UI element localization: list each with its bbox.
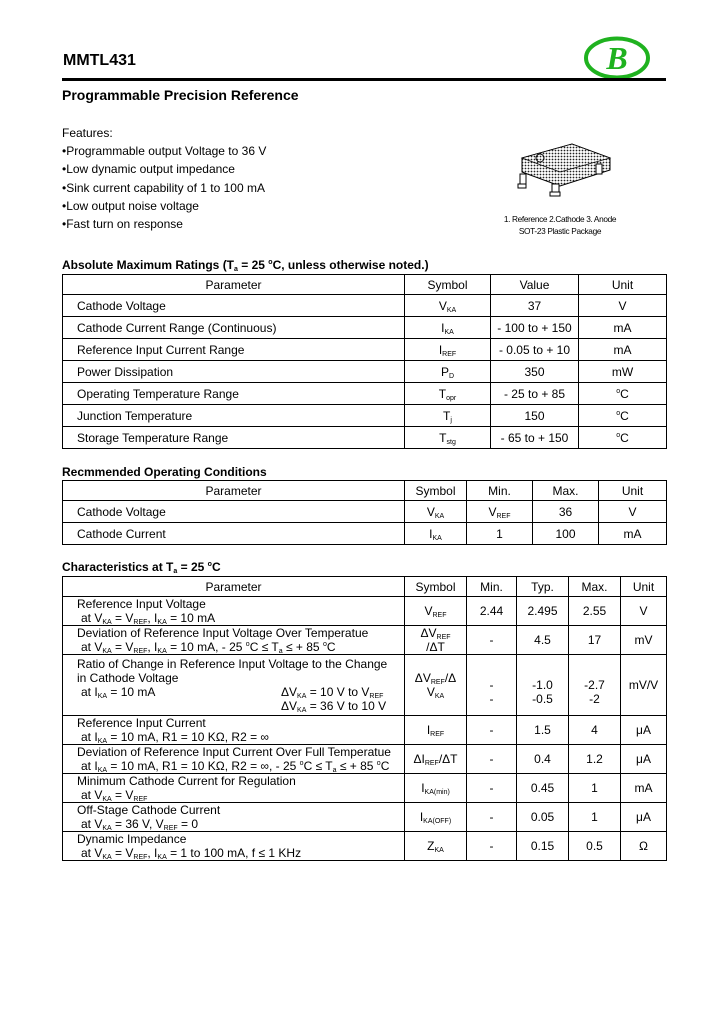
page-title: Programmable Precision Reference [62,87,299,103]
feature-item: • Fast turn on response [62,215,266,233]
abs-max-table [62,274,667,449]
package-caption [470,213,650,237]
table-row: Reference Input Current Range $I_{REF}$ - 0.05 to + 10 mA [63,339,667,361]
table-row: Cathode Voltage $V_{KA}$ 37 V [63,295,667,317]
table-row: Minimum Cathode Current for Regulation at $V_{KA} = V_{REF}$ $I_{KA(min)}$ - 0.45 1 mA [63,774,667,803]
logo-letter: B [606,40,628,76]
table-row: Junction Temperature $T_j$ 150 $^o$C [63,405,667,427]
col-header: Max. [533,481,599,501]
table-row: Ratio of Change in Reference Input Voltage to the Change in Cathode Voltage at $I_{KA} = 10$ mA $\Delta V_{KA} = 10$ V to $V_{REF}$ $\Delta V_{KA} = 36$ V to 10 V $\Delta V_{REF}/\Delta$ $V_{KA}$ - - -1.0 -0.5 -2.7 -2 mV/V [63,655,667,716]
features-list [62,124,266,233]
sot23-package-image [512,140,616,198]
col-header: Min. [467,481,533,501]
abs-max-title: Absolute Maximum Ratings ($T_a = 25$ $^o$C, unless otherwise noted.) [62,258,429,273]
col-header: Min. [467,577,517,597]
table-row: Deviation of Reference Input Current Over Full Temperatue at $I_{KA} = 10$ mA, R1 = 10 KΩ, R2 = ∞, - 25 $^oC \le T_a$ ≤ + 85 $^o$C $\Delta I_{REF}/\Delta T$ - 0.4 1.2 μA [63,745,667,774]
table-row: Cathode Current $I_{KA}$ 1 100 mA [63,523,667,545]
col-header: Typ. [517,577,569,597]
feature-item: • Low output noise voltage [62,197,266,215]
col-header: Parameter [63,481,405,501]
characteristics-table [62,576,667,861]
features-heading: Features: [62,126,113,140]
brand-logo-icon [584,36,650,80]
header-rule [62,78,666,81]
pin-caption: 1. Reference 2.Cathode 3. Anode [503,214,617,224]
col-header: Symbol [405,577,467,597]
table-header-row [63,481,667,501]
col-header: Unit [621,577,667,597]
table-row: Deviation of Reference Input Voltage Over Temperatue at $V_{KA} = V_{REF}$, $I_{KA} = 10$ mA, - 25 $^oC \le T_a$ ≤ + 85 $^o$C $\Delta V_{REF}$ /ΔT - 4.5 17 mV [63,626,667,655]
col-header: Unit [599,481,667,501]
table-row: Reference Input Voltage at $V_{KA} = V_{REF}$, $I_{KA} = 10$ mA $V_{REF}$ 2.44 2.495 2.55 V [63,597,667,626]
col-header: Unit [579,275,667,295]
col-header: Symbol [405,275,491,295]
table-header-row [63,275,667,295]
table-row: Off-Stage Cathode Current at $V_{KA} = 36$ V, $V_{REF} = 0$ $I_{KA(OFF)}$ - 0.05 1 μA [63,803,667,832]
feature-item: • Sink current capability of 1 to 100 mA [62,179,266,197]
table-row: Cathode Voltage $V_{KA}$ $V_{REF}$ 36 V [63,501,667,523]
table-row: Power Dissipation $P_D$ 350 mW [63,361,667,383]
table-header-row [63,577,667,597]
table-row: Operating Temperature Range $T_{opr}$ - 25 to + 85 $^o$C [63,383,667,405]
characteristics-title: Characteristics at $T_a = 25$ $^o$C [62,560,221,575]
table-row: Reference Input Current at $I_{KA} = 10$ mA, R1 = 10 KΩ, R2 = ∞ $I_{REF}$ - 1.5 4 μA [63,716,667,745]
recommended-table [62,480,667,545]
col-header: Symbol [405,481,467,501]
part-number: MMTL431 [63,52,136,69]
table-row: Dynamic Impedance at $V_{KA} = V_{REF}$, $I_{KA} = 1$ to 100 mA, f ≤ 1 KHz $Z_{KA}$ - 0.15 0.5 Ω [63,832,667,861]
package-name: SOT-23 Plastic Package [518,226,602,236]
feature-item: • Low dynamic output impedance [62,160,266,178]
table-row: Storage Temperature Range $T_{stg}$ - 65 to + 150 $^o$C [63,427,667,449]
col-header: Parameter [63,577,405,597]
col-header: Value [491,275,579,295]
feature-item: • Programmable output Voltage to 36 V [62,142,266,160]
recommended-title: Recmmended Operating Conditions [62,465,267,479]
table-row: Cathode Current Range (Continuous) $I_{KA}$ - 100 to + 150 mA [63,317,667,339]
col-header: Max. [569,577,621,597]
col-header: Parameter [63,275,405,295]
